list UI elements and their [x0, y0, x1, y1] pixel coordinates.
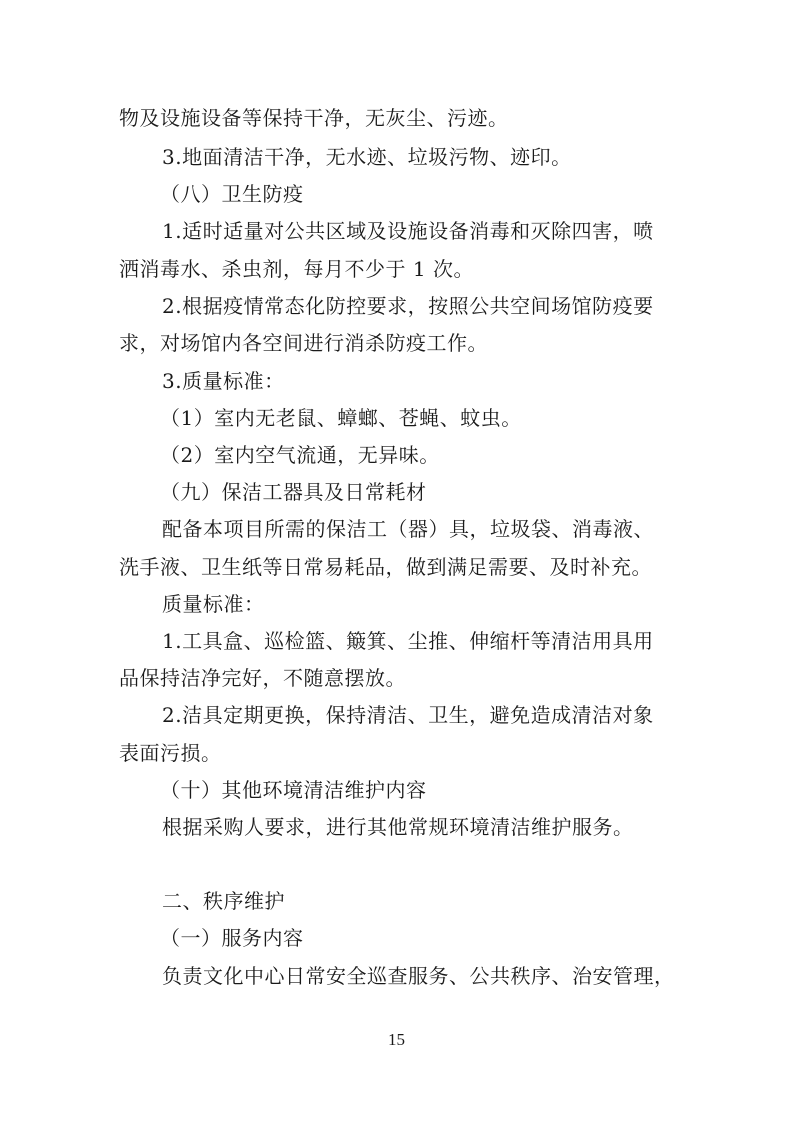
paragraph-line: 物及设施设备等保持干净，无灰尘、污迹。	[119, 106, 509, 130]
paragraph-line: 负责文化中心日常安全巡查服务、公共秩序、治安管理，	[162, 964, 675, 988]
paragraph-line: 2.根据疫情常态化防控要求，按照公共空间场馆防疫要	[162, 294, 654, 318]
section-heading: （九）保洁工器具及日常耗材	[160, 480, 427, 504]
list-item: （1）室内无老鼠、蟑螂、苍蝇、蚊虫。	[160, 406, 522, 430]
paragraph-line: 洗手液、卫生纸等日常易耗品，做到满足需要、及时补充。	[119, 555, 652, 579]
paragraph-line: 表面污损。	[119, 741, 222, 765]
section-heading: （十）其他环境清洁维护内容	[160, 778, 427, 802]
paragraph-line: 品保持洁净完好，不随意摆放。	[119, 666, 406, 690]
list-item: （2）室内空气流通，无异味。	[160, 443, 440, 467]
chapter-heading: 二、秩序维护	[162, 889, 285, 913]
paragraph-line: 1.适时适量对公共区域及设施设备消毒和灭除四害，喷	[162, 219, 654, 243]
paragraph-line: 洒消毒水、杀虫剂，每月不少于 1 次。	[119, 257, 474, 281]
paragraph-line: 求，对场馆内各空间进行消杀防疫工作。	[119, 331, 488, 355]
section-heading: （八）卫生防疫	[160, 182, 304, 206]
paragraph-line: 3.地面清洁干净，无水迹、垃圾污物、迹印。	[162, 145, 572, 169]
paragraph-line: 1.工具盒、巡检篮、簸箕、尘推、伸缩杆等清洁用具用	[162, 629, 654, 653]
section-heading: （一）服务内容	[160, 926, 304, 950]
paragraph-line: 3.质量标准：	[162, 369, 285, 393]
paragraph-line: 配备本项目所需的保洁工（器）具，垃圾袋、消毒液、	[162, 517, 654, 541]
paragraph-line: 根据采购人要求，进行其他常规环境清洁维护服务。	[162, 815, 634, 839]
paragraph-line: 质量标准：	[162, 592, 265, 616]
page-number: 15	[388, 1030, 405, 1049]
paragraph-line: 2.洁具定期更换，保持清洁、卫生，避免造成清洁对象	[162, 703, 654, 727]
